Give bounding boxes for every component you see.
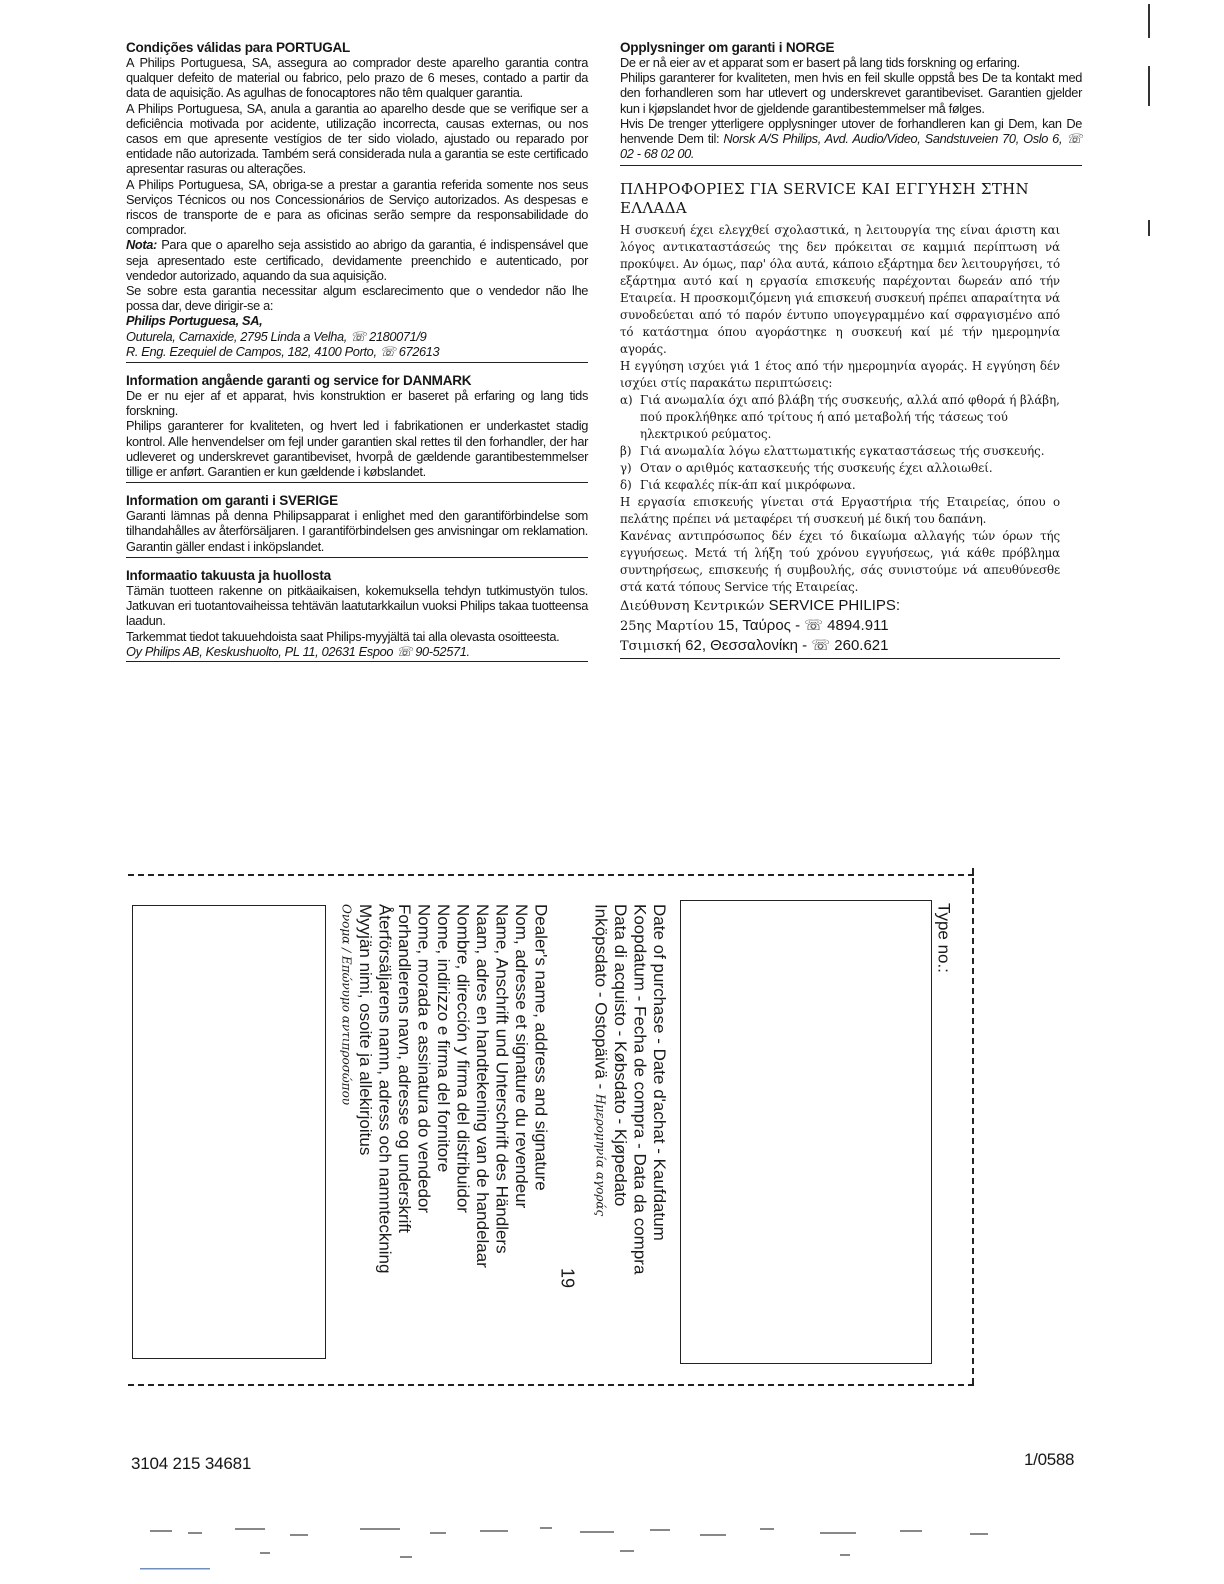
danmark-paragraph-2: Philips garanterer for kvaliteten, og hvert led i fabrikationen er underkastet stadig kontrol. Alle henvendelser om fejl under garantien skal rettes til den forhandler, der har udleveret og underskrevet garantibeviset, hvorpå de gældende garantibestemmelser tillige er anført. Garantien er kun gældende i købslandet. (126, 418, 588, 480)
left-column (126, 40, 588, 672)
portugal-note (126, 237, 588, 283)
greece-paragraph-4: Κανένας αντιπρόσωπος δέν έχει τό δικαίωμα αλλαγής τών όρων τής εγγυήσεως. Μετά τή λήξη τού χρόνου εγγυήσεως, γιά κάθε πρόβλημα συντηρήσεως, επισκευής ή συμβουλής, σάς συνιστούμε νά απευθύνεσθε στά κατά τόπους Service τής Εταιρείας. (620, 529, 1060, 595)
suomi-section (126, 568, 588, 662)
norge-paragraph-2: Philips garanterer for kvaliteten, men hvis en feil skulle oppstå bes De ta kontakt med den forhandleren som har utlevert og underskrevet garantibeviset. Garantien gjelder kun i kjøpslandet hvor de gjeldende garantibestemmelser må følges. (620, 70, 1082, 116)
list-item-text: Γιά ανωμαλία λόγω ελαττωματικής εγκαταστάσεως τής συσκευής. (640, 444, 1045, 459)
suomi-address: Oy Philips AB, Keskushuolto, PL 11, 02631 Espoo ☏ 90-52571. (126, 643, 470, 659)
greece-address-2-rest: 62, Θεσσαλονίκη - ☏ 260.621 (680, 637, 889, 655)
dealer-label-line: Nome, indirizzo e firma del fornitore (434, 904, 453, 1173)
list-item (620, 443, 1060, 460)
danmark-section (126, 373, 588, 483)
greece-title: ΠΛΗΡΟΦΟΡΙΕΣ ΓΙΑ SERVICE ΚΑΙ ΕΓΓΥΗΣΗ ΣΤΗΝ ΕΛΛΑΔΑ (620, 180, 1029, 218)
scan-noise-decoration (140, 1522, 1040, 1572)
date-label-line: Data di acquisto - Købsdato - Kjøpedato (611, 904, 630, 1207)
portugal-address-1: Outurela, Carnaxide, 2795 Linda a Velha, ☏ 2180071/9 (126, 328, 427, 344)
dealer-label-greek: Ονομα / Επώνυμο αντιπροσώπου (339, 904, 354, 1106)
date-label-line (590, 904, 611, 1274)
greece-address-2 (620, 636, 1060, 656)
dealer-label-line: Forhandlerens navn, adresse og underskrift (395, 904, 414, 1233)
date-label-line: Koopdatum - Fecha de compra - Data da compra (630, 904, 650, 1275)
cut-line-top (128, 874, 974, 876)
danmark-title: Information angående garanti og service for DANMARK (126, 373, 472, 389)
dealer-stamp-box (132, 905, 326, 1359)
portugal-company: Philips Portuguesa, SA, (126, 313, 263, 329)
edge-mark (1148, 66, 1150, 106)
sverige-paragraph-1: Garanti lämnas på denna Philipsapparat i enlighet med den garantiförbindelse som tilhandahålles av återförsäljaren. I garantiförbindelsen ges anvisningar om reklamation. Garantin gäller endast i inköpslandet. (126, 508, 588, 554)
edge-mark (1148, 4, 1150, 38)
greece-paragraph-3: Η εργασία επισκευής γίνεται στά Εργαστήρια τής Εταιρείας, όπου ο πελάτης πρέπει νά μεταφέρει τή συσκευή μέ δική του δαπάνη. (620, 495, 1060, 527)
list-item-marker: γ) (620, 461, 632, 476)
date-label-line-text: Inköpsdato - Ostopäivä - (591, 904, 611, 1094)
dealer-label-line: Dealer's name, address and signature (531, 904, 551, 1191)
date-of-purchase-labels (590, 904, 669, 1274)
list-item-marker: δ) (620, 478, 632, 493)
dealer-label-line: Återförsäljarens namn, adress och namnteckning (375, 904, 395, 1274)
danmark-paragraph-1: De er nu ejer af et apparat, hvis konstruktion er baseret på erfaring og lang tids forskning. (126, 388, 588, 419)
list-item-text: Γιά ανωμαλία όχι από βλάβη τής συσκευής, αλλά από φθορά ή βλάβη, πού προκλήθηκε από τρίτους ή από μεταβολή τής τάσεως τού ηλεκτρικού ρεύματος. (640, 393, 1060, 442)
greece-contact-label: Διεύθυνση Κεντρικών (620, 599, 765, 615)
date-label-greek: Ημερομηνία αγοράς (593, 1093, 608, 1217)
greece-contact-service: SERVICE PHILIPS: (764, 597, 901, 615)
sverige-title: Information om garanti i SVERIGE (126, 493, 338, 509)
cut-line-right (972, 868, 974, 1384)
greece-address-1 (620, 616, 1060, 636)
type-number-label: Type no.: (934, 903, 954, 973)
norge-address: Norsk A/S Philips, Avd. Audio/Video, Sandstuveien 70, Oslo 6, ☏ 02 - 68 02 00. (620, 131, 1082, 162)
suomi-paragraph-1: Tämän tuotteen rakenne on pitkäaikaisen, kokemuksella tehdyn tutkimustyön tulos. Jatkuvan eri tuotantovaiheissa tehtävän laatutarkkailun vuoksi Philips takaa tuotteensa laadun. (126, 582, 588, 629)
document-code: 3104 215 34681 (131, 1454, 252, 1473)
list-item (620, 477, 1060, 494)
dealer-label-line: Nom, adresse et signature du revendeur (512, 904, 531, 1209)
portugal-paragraph-3: A Philips Portuguesa, SA, obriga-se a prestar a garantia referida somente nos seus Serviços Técnicos ou nos Concessionários de Serviço autorizados. As despesas e riscos de transporte de e para as oficinas serão sempre da responsabilidade do comprador. (126, 176, 588, 238)
greece-address-1-rest: 15, Ταύρος - ☏ 4894.911 (713, 617, 889, 635)
portugal-paragraph-2: A Philips Portuguesa, SA, anula a garantia ao aparelho desde que se verifique ser a deficiência motivada por acidente, utilização incorrecta, causas externas, ou nos casos em que apresente vestígios de ter sido violado, ajustado ou reparado por entidade não autorizada. Também será considerada nula a garantia se este certificado apresentar rasuras ou alterações. (126, 100, 588, 177)
greece-exclusions-list (620, 392, 1060, 494)
greece-address-2-street: Τσιμισκή (620, 639, 681, 655)
norge-section (620, 40, 1082, 166)
date-label-line: Date of purchase - Date d'achat - Kaufdatum (650, 904, 669, 1241)
list-item-text: Γιά κεφαλές πίκ-άπ καί μικρόφωνα. (640, 478, 856, 493)
norge-paragraph-3 (620, 116, 1082, 162)
suomi-title: Informaatio takuusta ja huollosta (126, 567, 331, 583)
page-number: 19 (557, 1268, 578, 1289)
list-item (620, 392, 1060, 443)
list-item-marker: β) (620, 444, 632, 459)
portugal-paragraph-1: A Philips Portuguesa, SA, assegura ao comprador deste aparelho garantia contra qualquer defeito de material ou fabrico, pelo prazo de 6 meses, contado a partir da data de aquisição. As agulhas de fonocaptores não têm qualquer garantia. (126, 55, 588, 101)
dealer-label-line: Myyjän nimi, osoite ja allekirjoitus (356, 904, 375, 1156)
greece-section (620, 180, 1060, 659)
norge-paragraph-1: De er nå eier av et apparat som er basert på lang tids forskning og erfaring. (620, 55, 1020, 70)
portugal-address-2: R. Eng. Ezequiel de Campos, 182, 4100 Porto, ☏ 672613 (126, 343, 440, 359)
greece-paragraph-2: Η εγγύηση ισχύει γιά 1 έτος από τήν ημερομηνία αγοράς. Η εγγύηση δέν ισχύει στίς παρακάτω περιπτώσεις: (620, 359, 1060, 391)
portugal-note-label: Nota: (126, 237, 157, 253)
norge-title: Opplysninger om garanti i NORGE (620, 40, 835, 55)
dealer-label-line: Nombre, dirección y firma del distribuidor (453, 904, 473, 1213)
cut-line-bottom (128, 1384, 974, 1386)
portugal-section (126, 40, 588, 363)
date-of-purchase-box (680, 900, 932, 1364)
list-item (620, 460, 1060, 477)
right-column (620, 40, 1082, 669)
greece-paragraph-1: Η συσκευή έχει ελεγχθεί σχολαστικά, η λειτουργία της είναι άριστη και λόγος αντικαταστάσεώς της δεν πρόκειται σε καμμιά περίπτωση νά προκύψει. Αν όμως, παρ' όλα αυτά, κάποιο εξάρτημα δεν λειτουργήσει, τό εξάρτημα αυτό καί η εργασία επισκευής παρέχονται δωρεάν από τήν Εταιρεία. Η προσκομιζόμενη γιά επισκευή συσκευή πρέπει απαραίτητα νά συνοδεύεται από τό παρόν έντυπο υπογεγραμμένο καί σφραγισμένο από τό κατάστημα όπου αγοράστηκε η συσκευή καί μέ τήν ημερομηνία αγοράς. (620, 223, 1060, 357)
greece-contact-heading (620, 596, 1060, 616)
dealer-labels (336, 904, 551, 1273)
suomi-paragraph-2: Tarkemmat tiedot takuuehdoista saat Philips-myyjältä tai alla olevasta osoitteesta. (126, 628, 560, 644)
edge-mark (1148, 220, 1150, 236)
list-item-marker: α) (620, 393, 633, 408)
norge-paragraph-3-text: Hvis De trenger ytterligere opplysninger utover de forhandleren kan gi Dem, kan De henvende Dem til: (620, 115, 1082, 147)
portugal-title: Condições válidas para PORTUGAL (126, 40, 351, 55)
revision-code: 1/0588 (1024, 1450, 1075, 1469)
dealer-label-line: Nome, morada e assinatura do vendedor (414, 904, 434, 1214)
dealer-label-line: Naam, adres en handtekening van de handelaar (473, 904, 492, 1268)
portugal-paragraph-5: Se sobre esta garantia necessitar algum esclarecimento que o vendedor não lhe possa dar, deve dirigir-se a: (126, 283, 588, 314)
greece-address-1-street: 25ης Μαρτίου (620, 619, 714, 635)
dealer-label-line: Name, Anschrift und Unterschrift des Händlers (492, 904, 512, 1254)
list-item-text: Οταν ο αριθμός κατασκευής τής συσκευής έχει αλλοιωθεί. (640, 461, 993, 476)
portugal-note-text: Para que o aparelho seja assistido ao abrigo da garantia, é indispensável que seja apresentado este certificado, devidamente preenchido e autenticado, por vendedor autorizado, aquando da sua aquisição. (126, 237, 588, 283)
sverige-section (126, 493, 588, 558)
